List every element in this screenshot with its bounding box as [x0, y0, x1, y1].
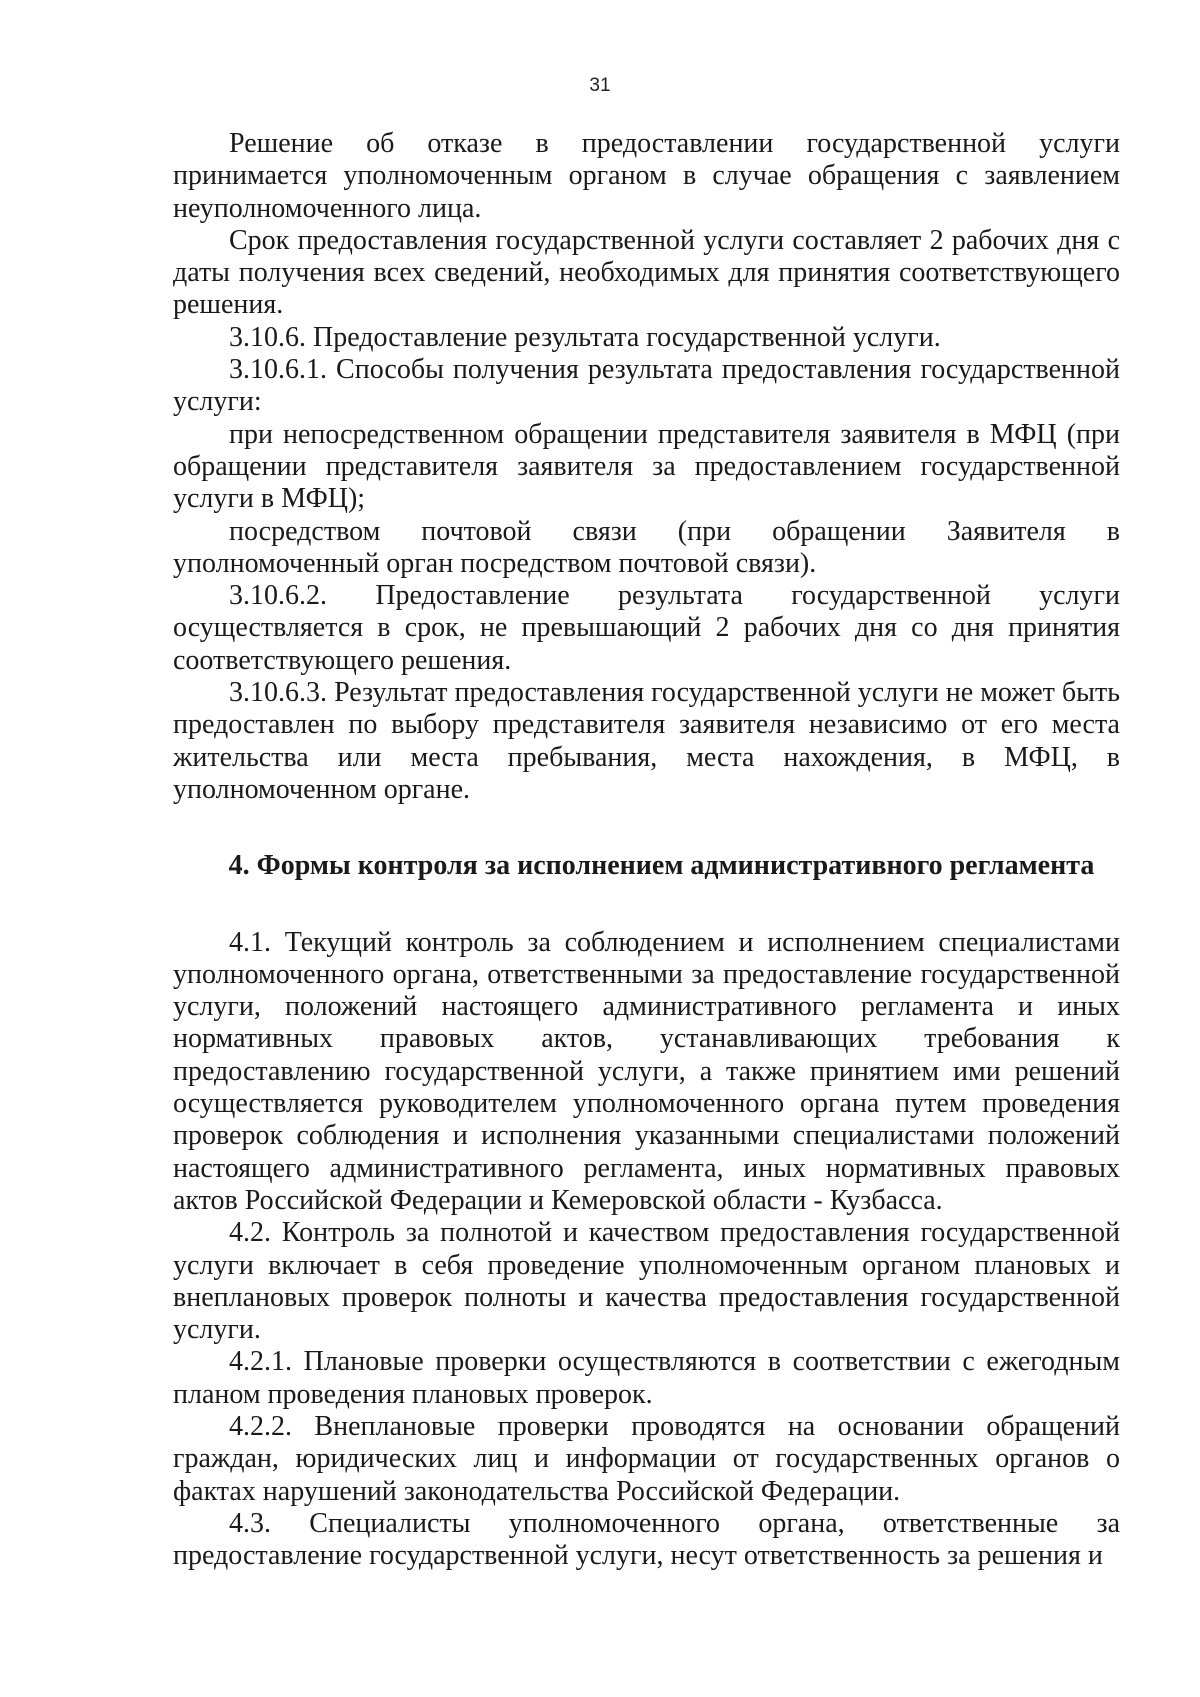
paragraph-4-3: 4.3. Специалисты уполномоченного органа, ответственные за предоставление государственной услуги, несут ответственность за решения и	[173, 1507, 1120, 1572]
paragraph-4-2: 4.2. Контроль за полнотой и качеством предоставления государственной услуги включает в себя проведение уполномоченным органом плановых и внеплановых проверок полноты и качества предоставления государственной услуги.	[173, 1217, 1120, 1346]
paragraph-3-10-6-1: 3.10.6.1. Способы получения результата предоставления государственной услуги:	[173, 354, 1120, 418]
paragraph-service-term: Срок предоставления государственной услуги составляет 2 рабочих дня с даты получения всех сведений, необходимых для принятия соответствующего решения.	[173, 224, 1120, 321]
paragraph-refusal-decision: Решение об отказе в предоставлении государственной услуги принимается уполномоченным органом в случае обращения с заявлением неуполномоченного лица.	[173, 128, 1120, 224]
page-number: 31	[589, 75, 611, 96]
paragraph-4-2-2: 4.2.2. Внеплановые проверки проводятся на основании обращений граждан, юридических лиц и информации от государственных органов о фактах нарушений законодательства Российской Федерации.	[173, 1410, 1120, 1507]
paragraph-mfc-option: при непосредственном обращении представителя заявителя в МФЦ (при обращении представителя заявителя за предоставлением государственной услуги в МФЦ);	[173, 418, 1120, 515]
paragraph-postal-option: посредством почтовой связи (при обращении Заявителя в уполномоченный орган посредством почтовой связи).	[173, 515, 1120, 579]
section-heading: 4. Формы контроля за исполнением административного регламента	[228, 850, 1095, 882]
paragraph-3-10-6-2: 3.10.6.2. Предоставление результата государственной услуги осуществляется в срок, не превышающий 2 рабочих дня со дня принятия соответствующего решения.	[173, 580, 1120, 676]
paragraph-3-10-6: 3.10.6. Предоставление результата государственной услуги.	[229, 321, 941, 353]
paragraph-3-10-6-3: 3.10.6.3. Результат предоставления государственной услуги не может быть предоставлен по выбору представителя заявителя независимо от его места жительства или места пребывания, места нахождения, в МФЦ, в уполномоченном органе.	[173, 677, 1120, 805]
paragraph-4-2-1: 4.2.1. Плановые проверки осуществляются в соответствии с ежегодным планом проведения плановых проверок.	[173, 1346, 1120, 1410]
document-body	[173, 128, 1120, 1572]
paragraph-4-1: 4.1. Текущий контроль за соблюдением и исполнением специалистами уполномоченного органа, ответственными за предоставление государственной услуги, положений настоящего административного регламента и иных нормативных правовых актов, устанавливающих требования к предоставлению государственной услуги, а также принятием ими решений осуществляется руководителем уполномоченного органа путем проведения проверок соблюдения и исполнения указанными специалистами положений настоящего административного регламента, иных нормативных правовых актов Российской Федерации и Кемеровской области - Кузбасса.	[173, 926, 1120, 1216]
